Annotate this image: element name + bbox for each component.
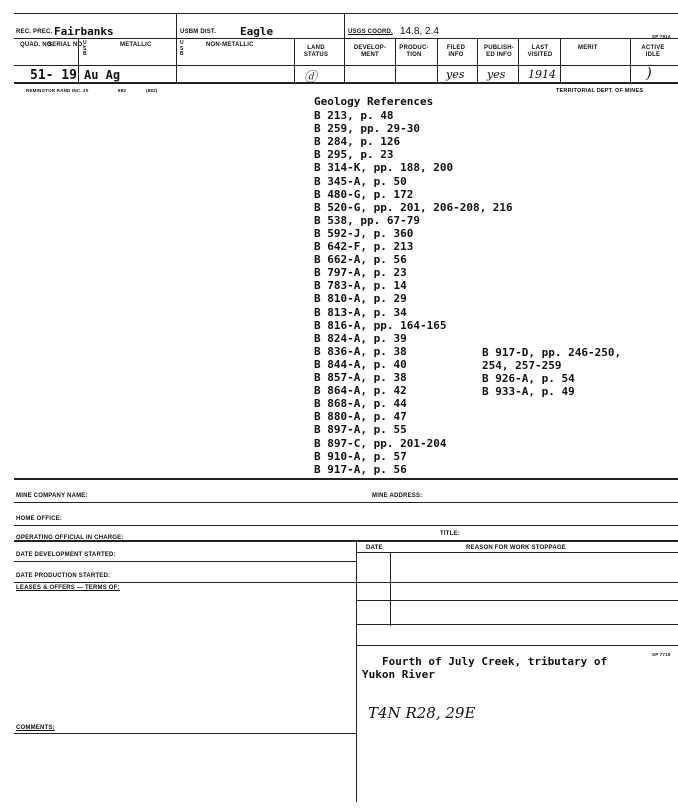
- col-nonmetallic: NON-METALLIC: [206, 42, 254, 48]
- geology-reference: 254, 257-259: [482, 359, 562, 372]
- mine-address-label: MINE ADDRESS:: [372, 493, 423, 499]
- col-divider: [78, 38, 79, 82]
- col-published-info: PUBLISH-ED INFO: [484, 45, 514, 58]
- col-production: PRODUC-TION: [399, 45, 429, 58]
- geology-reference: B 538, pp. 67-79: [314, 213, 420, 227]
- col-divider: [518, 38, 519, 82]
- geology-reference: B 910-A, p. 57: [314, 449, 407, 463]
- form-line: [356, 645, 678, 646]
- geology-reference: B 592-J, p. 360: [314, 226, 414, 240]
- col-divider: [560, 38, 561, 82]
- form-line: [14, 561, 356, 562]
- location-line-1: Fourth of July Creek, tributary of: [382, 655, 608, 668]
- geology-reference: B 813-A, p. 34: [314, 305, 407, 319]
- quad-serial-value: 51- 19: [30, 68, 77, 83]
- usbm-dist-value: Eagle: [240, 25, 274, 38]
- col-serial: SERIAL NO.: [48, 42, 85, 48]
- header-bottom-line: [14, 82, 678, 84]
- geology-reference: B 864-A, p. 42: [314, 384, 407, 398]
- col-usb-metallic: U S B: [83, 40, 87, 57]
- col-usb-nonmetallic: U S B: [180, 40, 184, 57]
- col-merit: MERIT: [578, 45, 598, 51]
- title-label: TITLE:: [440, 531, 460, 537]
- comments-label: COMMENTS:: [16, 725, 55, 731]
- reason-column-divider: [390, 552, 391, 626]
- geology-reference: B 857-A, p. 38: [314, 371, 407, 384]
- col-divider: [395, 38, 396, 82]
- form-line: [14, 540, 678, 542]
- operating-official-label: OPERATING OFFICIAL IN CHARGE:: [16, 535, 124, 541]
- leases-label: LEASES & OFFERS — TERMS OF:: [16, 585, 120, 591]
- usgs-coord-value: 14.8, 2.4: [400, 26, 439, 37]
- geology-reference: B 783-A, p. 14: [314, 279, 407, 293]
- col-filed-info: FILED INFO: [446, 45, 466, 58]
- col-quad: QUAD. NO.: [20, 42, 54, 48]
- geology-reference: B 917-A, p. 56: [314, 462, 407, 476]
- form-number-2: SP 7716: [652, 652, 671, 657]
- col-divider: [437, 38, 438, 82]
- col-development: DEVELOP-MENT: [353, 45, 387, 58]
- geology-reference: B 642-F, p. 213: [314, 240, 414, 253]
- township-handwritten: T4N R28, 29E: [368, 704, 476, 722]
- geology-reference: B 213, p. 48: [314, 109, 394, 122]
- col-divider: [477, 38, 478, 82]
- col-divider: [294, 38, 295, 82]
- date-development-label: DATE DEVELOPMENT STARTED:: [16, 552, 116, 558]
- header-row-line: [14, 38, 678, 39]
- col-divider: [344, 13, 345, 82]
- geology-reference: B 917-D, pp. 246-250,: [482, 346, 622, 359]
- last-visited-value: 1914: [528, 68, 556, 81]
- col-metallic: METALLIC: [120, 42, 152, 48]
- geology-reference: B 897-A, p. 55: [314, 423, 407, 437]
- col-divider: [630, 38, 631, 82]
- published-info-value: yes: [487, 68, 506, 81]
- geology-reference: B 844-A, p. 40: [314, 357, 407, 371]
- col-divider: [176, 13, 177, 82]
- geology-reference: B 816-A, pp. 164-165: [314, 318, 447, 332]
- geology-reference: B 520-G, pp. 201, 206-208, 216: [314, 200, 513, 214]
- top-border: [14, 13, 678, 14]
- geology-reference: B 284, p. 126: [314, 135, 401, 149]
- geology-reference: B 897-C, pp. 201-204: [314, 436, 447, 450]
- form-number: SP 7914: [652, 34, 671, 39]
- geology-reference: B 933-A, p. 49: [482, 385, 575, 398]
- form-line: [14, 525, 678, 526]
- printer-code-2: (882): [146, 88, 158, 93]
- form-line: [14, 733, 356, 734]
- printer-code: 882: [118, 88, 127, 93]
- geology-reference: B 880-A, p. 47: [314, 410, 407, 424]
- geology-reference: B 868-A, p. 44: [314, 397, 407, 411]
- geology-reference: B 480-G, p. 172: [314, 187, 414, 201]
- location-line-2: Yukon River: [362, 668, 435, 681]
- filed-info-value: yes: [446, 68, 465, 81]
- form-line: [14, 502, 678, 503]
- geology-reference: B 926-A, p. 54: [482, 372, 575, 385]
- usgs-coord-label: USGS COORD.: [348, 29, 393, 35]
- active-idle-value: ): [646, 64, 652, 82]
- geology-reference: B 295, p. 23: [314, 148, 394, 162]
- lower-top-line: [14, 478, 678, 480]
- col-land-status: LAND STATUS: [303, 45, 329, 58]
- printer-label: REMINGTON RAND INC. 20: [26, 88, 89, 93]
- rec-prec-value: Fairbanks: [54, 25, 114, 38]
- home-office-label: HOME OFFICE:: [16, 516, 63, 522]
- mine-company-label: MINE COMPANY NAME:: [16, 493, 88, 499]
- geology-reference: B 810-A, p. 29: [314, 292, 407, 306]
- header-row-line: [14, 65, 678, 66]
- form-line: [356, 552, 678, 553]
- geology-reference: B 314-K, pp. 188, 200: [314, 161, 454, 175]
- rec-prec-label: REC. PREC.: [16, 29, 53, 35]
- department-label: TERRITORIAL DEPT. OF MINES: [556, 88, 644, 94]
- date-column-divider: [356, 540, 357, 802]
- date-label: DATE: [366, 545, 383, 551]
- metallic-value: Au Ag: [84, 68, 121, 82]
- geology-reference: B 836-A, p. 38: [314, 344, 407, 358]
- geology-reference: B 824-A, p. 39: [314, 331, 407, 345]
- geology-title: Geology References: [314, 95, 434, 108]
- col-last-visited: LAST VISITED: [527, 45, 553, 58]
- form-line: [356, 600, 678, 601]
- form-line: [14, 582, 678, 583]
- col-active-idle: ACTIVE IDLE: [641, 45, 665, 58]
- reason-label: REASON FOR WORK STOPPAGE: [466, 545, 566, 551]
- geology-reference: B 345-A, p. 50: [314, 174, 407, 188]
- geology-reference: B 797-A, p. 23: [314, 266, 407, 280]
- date-production-label: DATE PRODUCTION STARTED:: [16, 573, 111, 579]
- geology-reference: B 259, pp. 29-30: [314, 122, 420, 136]
- form-line: [356, 624, 678, 625]
- land-status-value: ⓓ: [304, 70, 318, 85]
- usbm-dist-label: USBM DIST.: [180, 29, 217, 35]
- geology-reference: B 662-A, p. 56: [314, 253, 407, 267]
